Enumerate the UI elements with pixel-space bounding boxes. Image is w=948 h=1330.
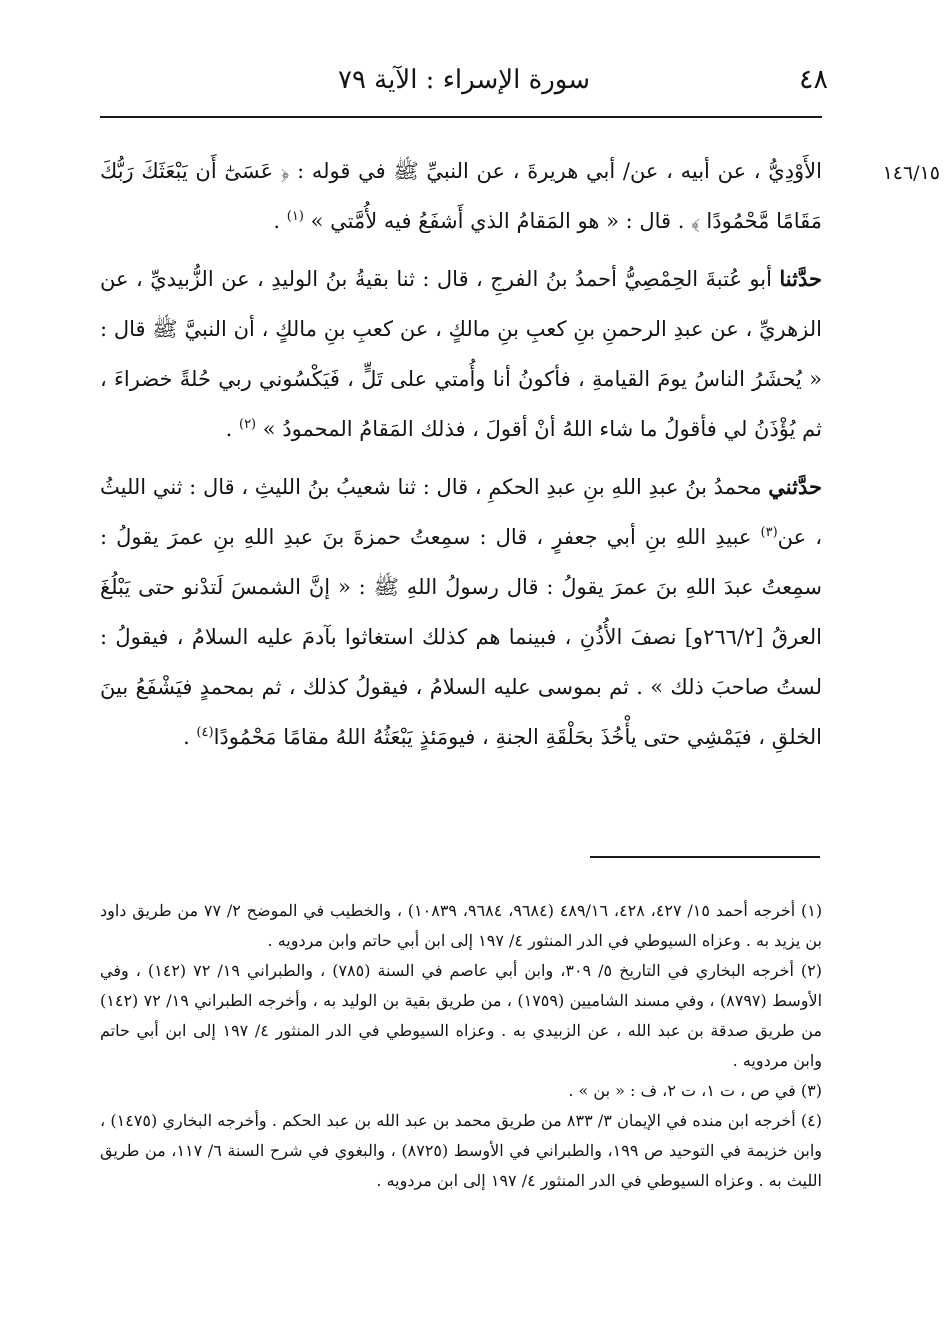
paragraph-3 — [100, 462, 822, 762]
paragraph-2 — [100, 254, 822, 454]
paragraph-lead: حدَّثني — [768, 474, 822, 499]
paragraph-text: أبو عُتبةَ الحِمْصِيُّ أحمدُ بنُ الفرجِ ، قال : ثنا بقيةُ بنُ الوليدِ ، عن الزُّبيديِّ ، عن الزهريِّ ، عن عبدِ الرحمنِ بنِ كعبِ بنِ مالكٍ ، عن كعبِ بنِ مالكٍ ، أن النبيَّ ﷺ قال : « يُحشَرُ الناسُ يومَ القيامةِ ، فأكونُ أنا وأُمتي على تَلٍّ ، فَيَكْسُوني ربي حُلةً خضراءَ ، ثم يُؤْذَنُ لي فأقولُ ما شاء اللهُ أنْ أقولَ ، فذلك المَقامُ المحمودُ » — [100, 267, 822, 441]
running-title: سورة الإسراء : الآية ٧٩ — [337, 65, 590, 95]
paragraph-text: الأَوْدِيُّ ، عن أبيه ، عن/ أبي هريرةَ ، عن النبيِّ ﷺ في قوله : ﴿ عَسَىٰٓ أَن يَبْعَثَكَ رَبُّكَ مَقَامًا مَّحْمُودًا ﴾ . قال : « هو المَقامُ الذي أَشفَعُ فيه لأُمَّتي » — [100, 159, 822, 233]
footnote-2: (٢) أخرجه البخاري في التاريخ ٥/ ٣٠٩، وابن أبي عاصم في السنة (٧٨٥) ، والطبراني ١٩/ ٧٢ (١٤٢) ، وفي الأوسط (٨٧٩٧) ، وفي مسند الشاميين (١٧٥٩) ، من طريق بقية بن الوليد به ، وأخرجه الطبراني ١٩/ ٧٢ (١٤٢) من طريق صدقة بن عبد الله ، عن الزبيدي به . وعزاه السيوطي في الدر المنثور ٤/ ١٩٧ إلى ابن أبي حاتم وابن مردويه . — [100, 961, 823, 1070]
paragraph-tail: . — [273, 209, 287, 233]
footnote-4: (٤) أخرجه ابن منده في الإيمان ٣/ ٨٣٣ من طريق محمد بن عبد الله بن عبد الحكم . وأخرجه البخاري (١٤٧٥) ، وابن خزيمة في التوحيد ص ١٩٩، والطبراني في الأوسط (٨٧٢٥) ، والبغوي في شرح السنة ٦/ ١١٧، من طريق الليث به . وعزاه السيوطي في الدر المنثور ٤/ ١٩٧ إلى ابن مردويه . — [100, 1111, 823, 1190]
footnote-marker: (٢) — [238, 417, 257, 432]
margin-reference: ١٤٦/١٥ — [882, 162, 940, 184]
paragraph-text: عبيدِ اللهِ بنِ أبي جعفرٍ ، قال : سمِعتُ حمزةَ بنَ عبدِ اللهِ بنِ عمرَ يقولُ : سمِعتُ عبدَ اللهِ بنَ عمرَ يقولُ : قال رسولُ اللهِ ﷺ : « إنَّ الشمسَ لَتدْنو حتى يَبْلُغَ العرقُ [٢٦٦/٢و] نصفَ الأُذُنِ ، فبينما هم كذلك استغاثوا بآدمَ عليه السلامُ ، فيقولُ : لستُ صاحبَ ذلك » . ثم بموسى عليه السلامُ ، فيقولُ كذلك ، ثم بمحمدٍ فيَشْفَعُ بينَ الخلقِ ، فيَمْشِي حتى يأْخُذَ بحَلْقَةِ الجنةِ ، فيومَئذٍ يَبْعَثُهُ اللهُ مقامًا مَحْمُودًا — [100, 525, 822, 749]
footnote-marker: (١) — [286, 209, 304, 224]
page-header — [100, 62, 828, 102]
header-rule — [100, 116, 822, 118]
paragraph-tail: . — [225, 417, 239, 441]
paragraph-text: محمدُ بنُ عبدِ اللهِ بنِ عبدِ الحكمِ ، قال : ثنا شعيبُ بنُ الليثِ ، قال : ثني الليثُ ، عن — [100, 475, 822, 549]
footnote-1: (١) أخرجه أحمد ١٥/ ٤٢٧، ٤٢٨، ٤٨٩/١٦ (٩٦٨٤، ٩٦٨٤، ١٠٨٣٩) ، والخطيب في الموضح ٢/ ٧٧ من طريق داود بن يزيد به . وعزاه السيوطي في الدر المنثور ٤/ ١٩٧ إلى ابن أبي حاتم وابن مردويه . — [100, 901, 823, 950]
footnote-marker: (٤) — [196, 725, 214, 740]
page-number: ٤٨ — [798, 64, 828, 95]
main-text — [100, 146, 822, 770]
footnote-marker: (٣) — [760, 525, 778, 540]
footnotes — [100, 896, 822, 1196]
paragraph-lead: حدَّثنا — [779, 266, 822, 291]
paragraph-tail: . — [183, 725, 197, 749]
paragraph-1 — [100, 146, 822, 246]
footnotes-rule — [590, 856, 820, 858]
footnote-3: (٣) في ص ، ت ١، ت ٢، ف : « بن » . — [568, 1081, 822, 1100]
